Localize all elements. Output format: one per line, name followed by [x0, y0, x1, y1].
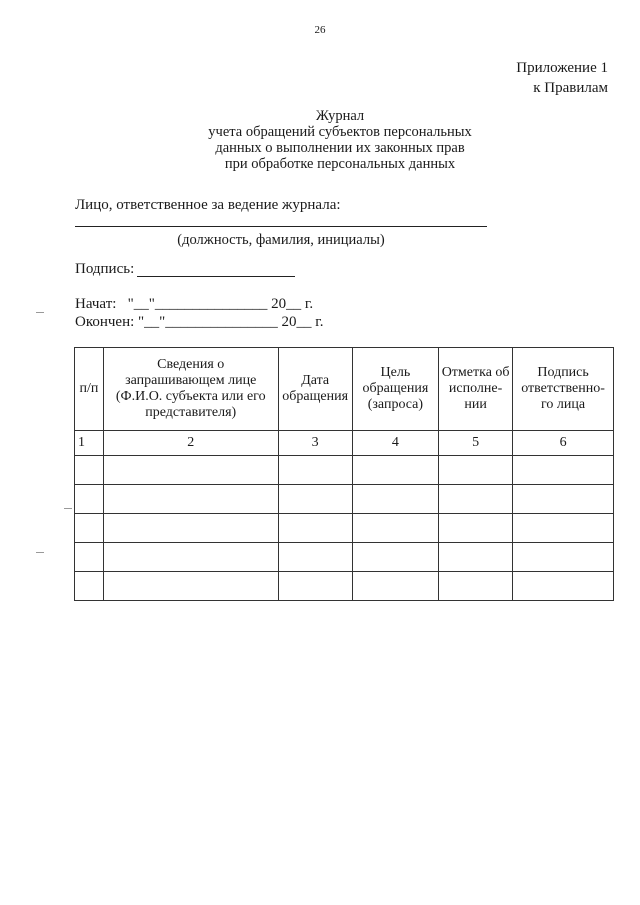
margin-tick — [64, 508, 72, 509]
responsible-person-caption: (должность, фамилия, инициалы) — [177, 232, 385, 248]
table-cell[interactable] — [439, 543, 513, 572]
table-cell[interactable] — [513, 485, 614, 514]
signature-line — [137, 276, 295, 277]
title-line-2: учета обращений субъектов персональных — [208, 124, 472, 140]
table-row — [75, 543, 614, 572]
appendix-line-2: к Правилам — [533, 80, 608, 96]
column-number: 5 — [439, 431, 513, 456]
title-line-3: данных о выполнении их законных прав — [215, 140, 465, 156]
table-cell[interactable] — [513, 543, 614, 572]
table-cell[interactable] — [75, 543, 104, 572]
end-date-field: Окончен: "__"_______________ 20__ г. — [75, 314, 324, 330]
table-row — [75, 572, 614, 601]
table-cell[interactable] — [352, 543, 438, 572]
table-cell[interactable] — [75, 456, 104, 485]
table-cell[interactable] — [513, 572, 614, 601]
column-number-row — [75, 431, 614, 456]
table-cell[interactable] — [75, 572, 104, 601]
table-cell[interactable] — [513, 456, 614, 485]
header-cell-requester: Сведения о запрашивающем лице (Ф.И.О. субъекта или его представителя) — [103, 348, 278, 431]
journal-title — [140, 108, 540, 172]
column-number: 3 — [278, 431, 352, 456]
table-cell[interactable] — [103, 543, 278, 572]
column-number: 1 — [75, 431, 104, 456]
table-header-row — [75, 348, 614, 431]
header-cell-execution-mark: Отметка об исполне-нии — [439, 348, 513, 431]
table-cell[interactable] — [278, 514, 352, 543]
table-cell[interactable] — [278, 543, 352, 572]
header-cell-date: Дата обращения — [278, 348, 352, 431]
table-cell[interactable] — [278, 456, 352, 485]
table-cell[interactable] — [439, 572, 513, 601]
table-cell[interactable] — [439, 514, 513, 543]
appendix-line-1: Приложение 1 — [516, 60, 608, 76]
table-cell[interactable] — [278, 572, 352, 601]
table-row — [75, 485, 614, 514]
journal-table — [74, 347, 614, 601]
title-line-1: Журнал — [315, 108, 365, 124]
table-cell[interactable] — [103, 572, 278, 601]
table-cell[interactable] — [103, 485, 278, 514]
table-cell[interactable] — [75, 485, 104, 514]
column-number: 4 — [352, 431, 438, 456]
table-cell[interactable] — [352, 572, 438, 601]
appendix-label — [516, 58, 608, 98]
margin-tick — [36, 552, 44, 553]
signature-label: Подпись: — [75, 261, 135, 277]
table-cell[interactable] — [278, 485, 352, 514]
table-cell[interactable] — [75, 514, 104, 543]
table-cell[interactable] — [352, 485, 438, 514]
start-date-field: Начат: "__"_______________ 20__ г. — [75, 296, 314, 312]
margin-tick — [36, 312, 44, 313]
column-number: 2 — [103, 431, 278, 456]
table-cell[interactable] — [103, 514, 278, 543]
responsible-person-label: Лицо, ответственное за ведение журнала: — [75, 197, 341, 213]
table-row — [75, 514, 614, 543]
header-cell-number: п/п — [75, 348, 104, 431]
header-cell-signature: Подпись ответственно-го лица — [513, 348, 614, 431]
table-cell[interactable] — [513, 514, 614, 543]
table-row — [75, 456, 614, 485]
table-cell[interactable] — [352, 456, 438, 485]
header-cell-purpose: Цель обращения (запроса) — [352, 348, 438, 431]
column-number: 6 — [513, 431, 614, 456]
table-cell[interactable] — [439, 485, 513, 514]
table-cell[interactable] — [439, 456, 513, 485]
page-number: 26 — [314, 24, 326, 36]
table-cell[interactable] — [352, 514, 438, 543]
table-cell[interactable] — [103, 456, 278, 485]
title-line-4: при обработке персональных данных — [224, 156, 456, 172]
responsible-person-line — [75, 226, 487, 227]
